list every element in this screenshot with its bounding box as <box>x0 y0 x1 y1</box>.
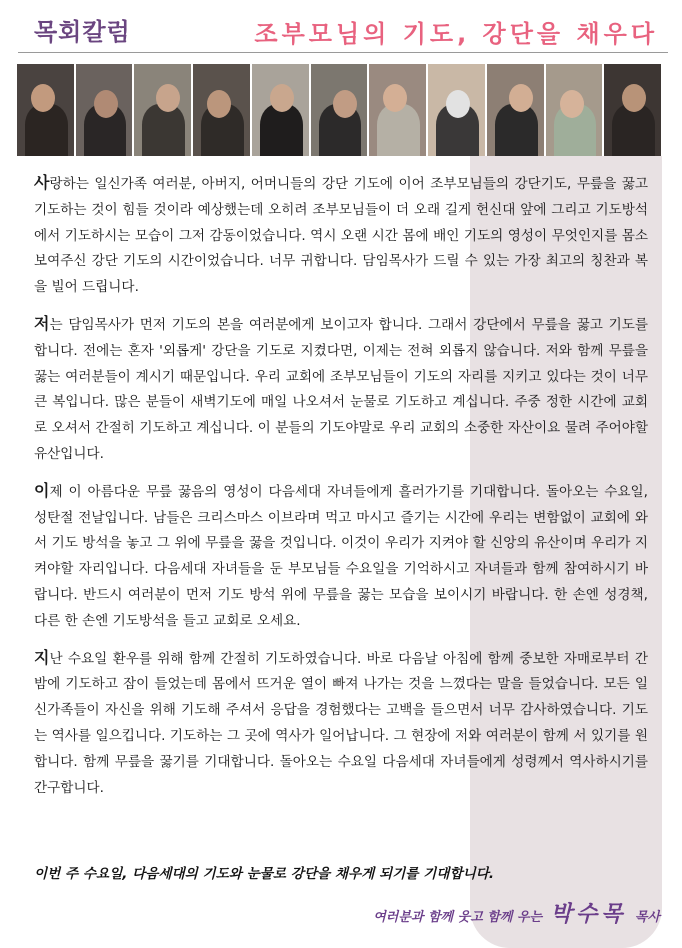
figure-body <box>25 104 68 156</box>
paragraph-text: 난 수요일 환우를 위해 함께 간절히 기도하였습니다. 바로 다음날 아침에 함께 중보한 자매로부터 간 밤에 기도하고 잠이 들었는데 몸에서 뜨거운 열이 빠져 나가는 것을 느꼈다는 말을 들었습니다. 모든 일신가족들이 자신을 위해 기도해 주셔서 응답을 경험했다는 고백을 들으면서 너무 감사하였습니다. 기도는 역사를 일으킵니다. 기도하는 그 곳에 역사가 일어납니다. 그 현장에 저와 여러분이 함께 서 있기를 원합니다. 함께 무릎을 꿇기를 기대합니다. 돌아오는 수요일 다음세대 자녀들에게 성령께서 역사하시기를 간구합니다. <box>34 650 649 796</box>
header-divider <box>18 52 668 53</box>
prayer-photo-1 <box>17 64 74 156</box>
drop-letter: 지 <box>34 647 50 667</box>
figure-head <box>270 84 294 112</box>
figure-body <box>377 104 420 156</box>
closing-statement: 이번 주 수요일, 다음세대의 기도와 눈물로 강단을 채우게 되기를 기대합니다. <box>34 866 494 882</box>
headline: 조부모님의 기도, 강단을 채우다 <box>254 20 658 48</box>
paragraph-3 <box>34 478 648 635</box>
figure-head <box>560 90 584 118</box>
paragraph-1 <box>34 170 648 301</box>
article-body <box>34 170 648 811</box>
prayer-photo-5 <box>252 64 309 156</box>
figure-body <box>495 104 538 156</box>
prayer-photo-7 <box>369 64 426 156</box>
column-title: 목회칼럼 <box>34 18 131 46</box>
author-name: 박수목 <box>550 902 627 927</box>
paragraph-text: 는 담임목사가 먼저 기도의 본을 여러분에게 보이고자 합니다. 그래서 강단에서 무릎을 꿇고 기도를 합니다. 전에는 혼자 '외롭게' 강단을 기도로 지켰다면, 이제는 전혀 외롭지 않습니다. 저와 함께 무릎을 꿇는 여러분들이 계시기 때문입니다. 우리 교회에 조부모님들이 기도의 자리를 지키고 있다는 것이 너무 큰 복입니다. 많은 분들이 새벽기도에 매일 나오셔서 눈물로 기도하고 계십니다. 주중 정한 시간에 교회로 오셔서 간절히 기도하고 계십니다. 이 분들의 기도야말로 우리 교회의 소중한 자산이요 물려 주어야할 유산입니다. <box>34 316 648 462</box>
figure-head <box>94 90 118 118</box>
figure-head <box>446 90 470 118</box>
prayer-photo-3 <box>134 64 191 156</box>
prayer-photo-6 <box>311 64 368 156</box>
photo-strip <box>17 64 661 156</box>
header <box>0 0 682 56</box>
signature <box>373 897 660 928</box>
drop-letter: 사 <box>34 173 50 192</box>
prayer-photo-8 <box>428 64 485 156</box>
paragraph-4 <box>34 645 648 802</box>
prayer-photo-2 <box>76 64 133 156</box>
drop-letter: 저 <box>34 313 50 333</box>
drop-letter: 이 <box>34 480 50 500</box>
prayer-photo-9 <box>487 64 544 156</box>
signature-prefix: 여러분과 함께 웃고 함께 우는 <box>373 910 543 925</box>
figure-head <box>31 84 55 112</box>
prayer-photo-11 <box>604 64 661 156</box>
prayer-photo-4 <box>193 64 250 156</box>
paragraph-text: 제 이 아름다운 무릎 꿇음의 영성이 다음세대 자녀들에게 흘러가기를 기대합니다. 돌아오는 수요일, 성탄절 전날입니다. 남들은 크리스마스 이브라며 먹고 마시고 즐기는 시간에 우리는 변함없이 교회에 와서 기도 방석을 놓고 그 위에 무릎을 꿇을 것입니다. 이것이 우리가 지켜야 할 신앙의 유산이며 우리가 지켜야할 자리입니다. 다음세대 자녀들을 둔 부모님들 수요일을 기억하시고 자녀들과 함께 참여하시기 바랍니다. 반드시 여러분이 먼저 기도 방석 위에 무릎을 꿇는 모습을 보이시기 바랍니다. 한 손엔 성경책, 다른 한 손엔 기도방석을 들고 교회로 오세요. <box>34 483 649 629</box>
figure-head <box>333 90 357 118</box>
paragraph-text: 랑하는 일신가족 여러분, 아버지, 어머니들의 강단 기도에 이어 조부모님들의 강단기도, 무릎을 꿇고 기도하는 것이 힘들 것이라 예상했는데 오히려 조부모님들이 더 오래 길게 헌신대 앞에 그리고 기도방석에서 기도하시는 모습이 그저 감동이었습니다. 역시 오랜 시간 몸에 배인 기도의 영성이 무엇인지를 몸소 보여주신 강단 기도의 시간이었습니다. 너무 귀합니다. 담임목사가 드릴 수 있는 가장 최고의 칭찬과 복을 빌어 드립니다. <box>34 176 648 296</box>
prayer-photo-10 <box>546 64 603 156</box>
figure-body <box>142 104 185 156</box>
paragraph-2 <box>34 311 648 468</box>
figure-head <box>509 84 533 112</box>
author-title: 목사 <box>634 910 660 925</box>
